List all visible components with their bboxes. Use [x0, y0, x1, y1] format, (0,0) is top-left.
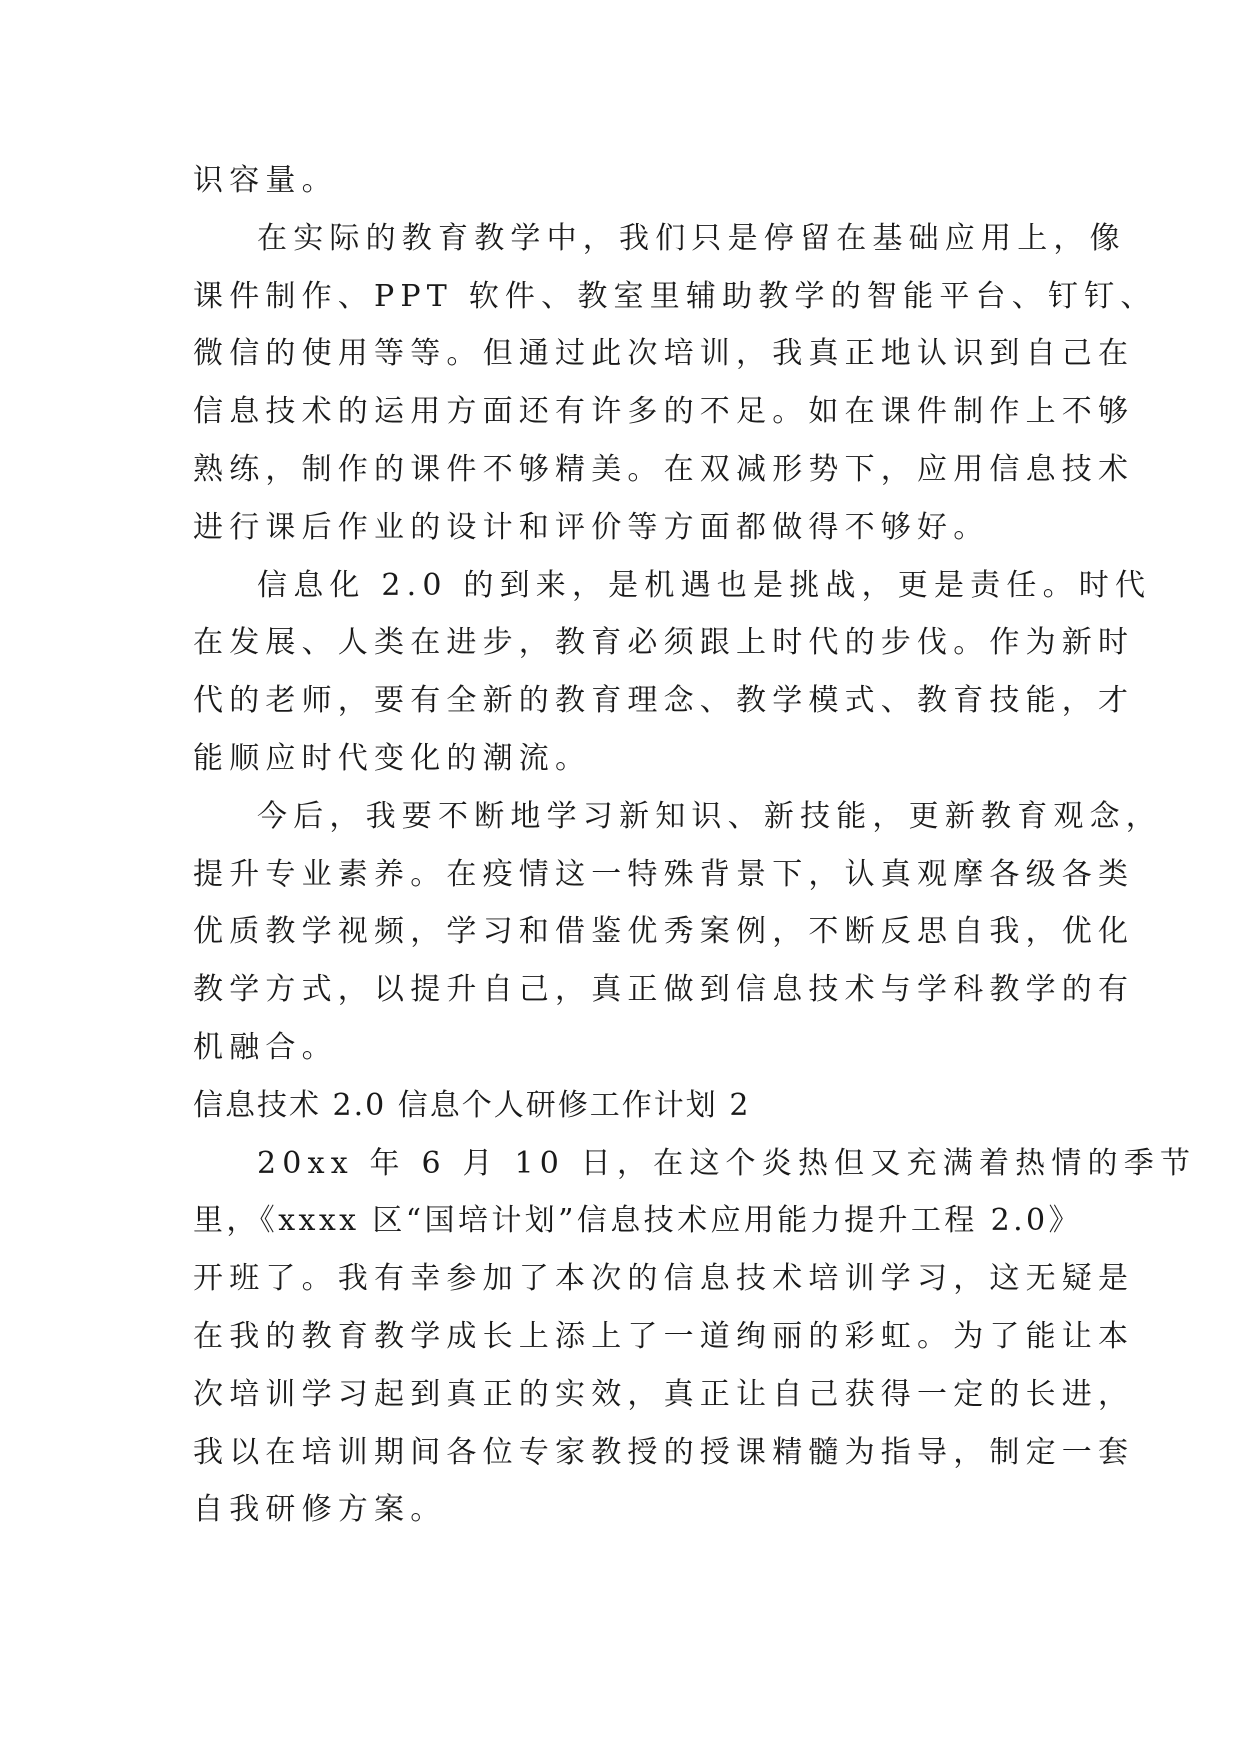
text-line: 微信的使用等等。但通过此次培训，我真正地认识到自己在: [193, 336, 1135, 372]
text-line: 在实际的教育教学中，我们只是停留在基础应用上，像: [257, 220, 1126, 256]
section-heading: [193, 1077, 1055, 1135]
text-line: 提升专业素养。在疫情这一特殊背景下，认真观摩各级各类: [193, 856, 1135, 892]
text-line: 熟练，制作的课件不够精美。在双减形势下，应用信息技术: [193, 451, 1135, 487]
text-line: 进行课后作业的设计和评价等方面都做得不够好。: [193, 509, 990, 545]
text-line: 20xx 年 6 月 10 日，在这个炎热但又充满着热情的季节: [257, 1145, 1197, 1181]
text-line: 教学方式，以提升自己，真正做到信息技术与学科教学的有: [193, 972, 1135, 1008]
paragraph: [193, 557, 1152, 788]
text-line: 代的老师，要有全新的教育理念、教学模式、教育技能，才: [193, 683, 1135, 719]
text-line: 能顺应时代变化的潮流。: [193, 740, 592, 776]
text-line: 自我研修方案。: [193, 1492, 447, 1528]
text-line: 次培训学习起到真正的实效，真正让自己获得一定的长进，: [193, 1376, 1135, 1412]
text-line: 信息技术的运用方面还有许多的不足。如在课件制作上不够: [193, 394, 1135, 430]
paragraph: [193, 1135, 1197, 1540]
text-line: 在我的教育教学成长上添上了一道绚丽的彩虹。为了能让本: [193, 1318, 1135, 1354]
text-line: 机融合。: [193, 1029, 338, 1065]
document-page: [193, 152, 1197, 1539]
paragraph: [193, 788, 1162, 1077]
text-line: 课件制作、PPT 软件、教室里辅助教学的智能平台、钉钉、: [193, 278, 1157, 314]
paragraph-continuation: [193, 152, 1055, 210]
text-line: 里，《xxxx 区“国培计划”信息技术应用能力提升工程 2.0》: [193, 1203, 1082, 1239]
text-line: 在发展、人类在进步，教育必须跟上时代的步伐。作为新时: [193, 625, 1135, 661]
text-line: 优质教学视频，学习和借鉴优秀案例，不断反思自我，优化: [193, 914, 1135, 950]
text-line: 识容量。: [193, 163, 338, 198]
text-line: 开班了。我有幸参加了本次的信息技术培训学习，这无疑是: [193, 1261, 1135, 1297]
text-line: 我以在培训期间各位专家教授的授课精髓为指导，制定一套: [193, 1434, 1135, 1470]
paragraph: [193, 210, 1157, 557]
text-line: 今后，我要不断地学习新知识、新技能，更新教育观念，: [257, 798, 1162, 834]
text-line: 信息化 2.0 的到来，是机遇也是挑战，更是责任。时代: [257, 567, 1152, 603]
section-heading-text: 信息技术 2.0 信息个人研修工作计划 2: [193, 1087, 751, 1123]
